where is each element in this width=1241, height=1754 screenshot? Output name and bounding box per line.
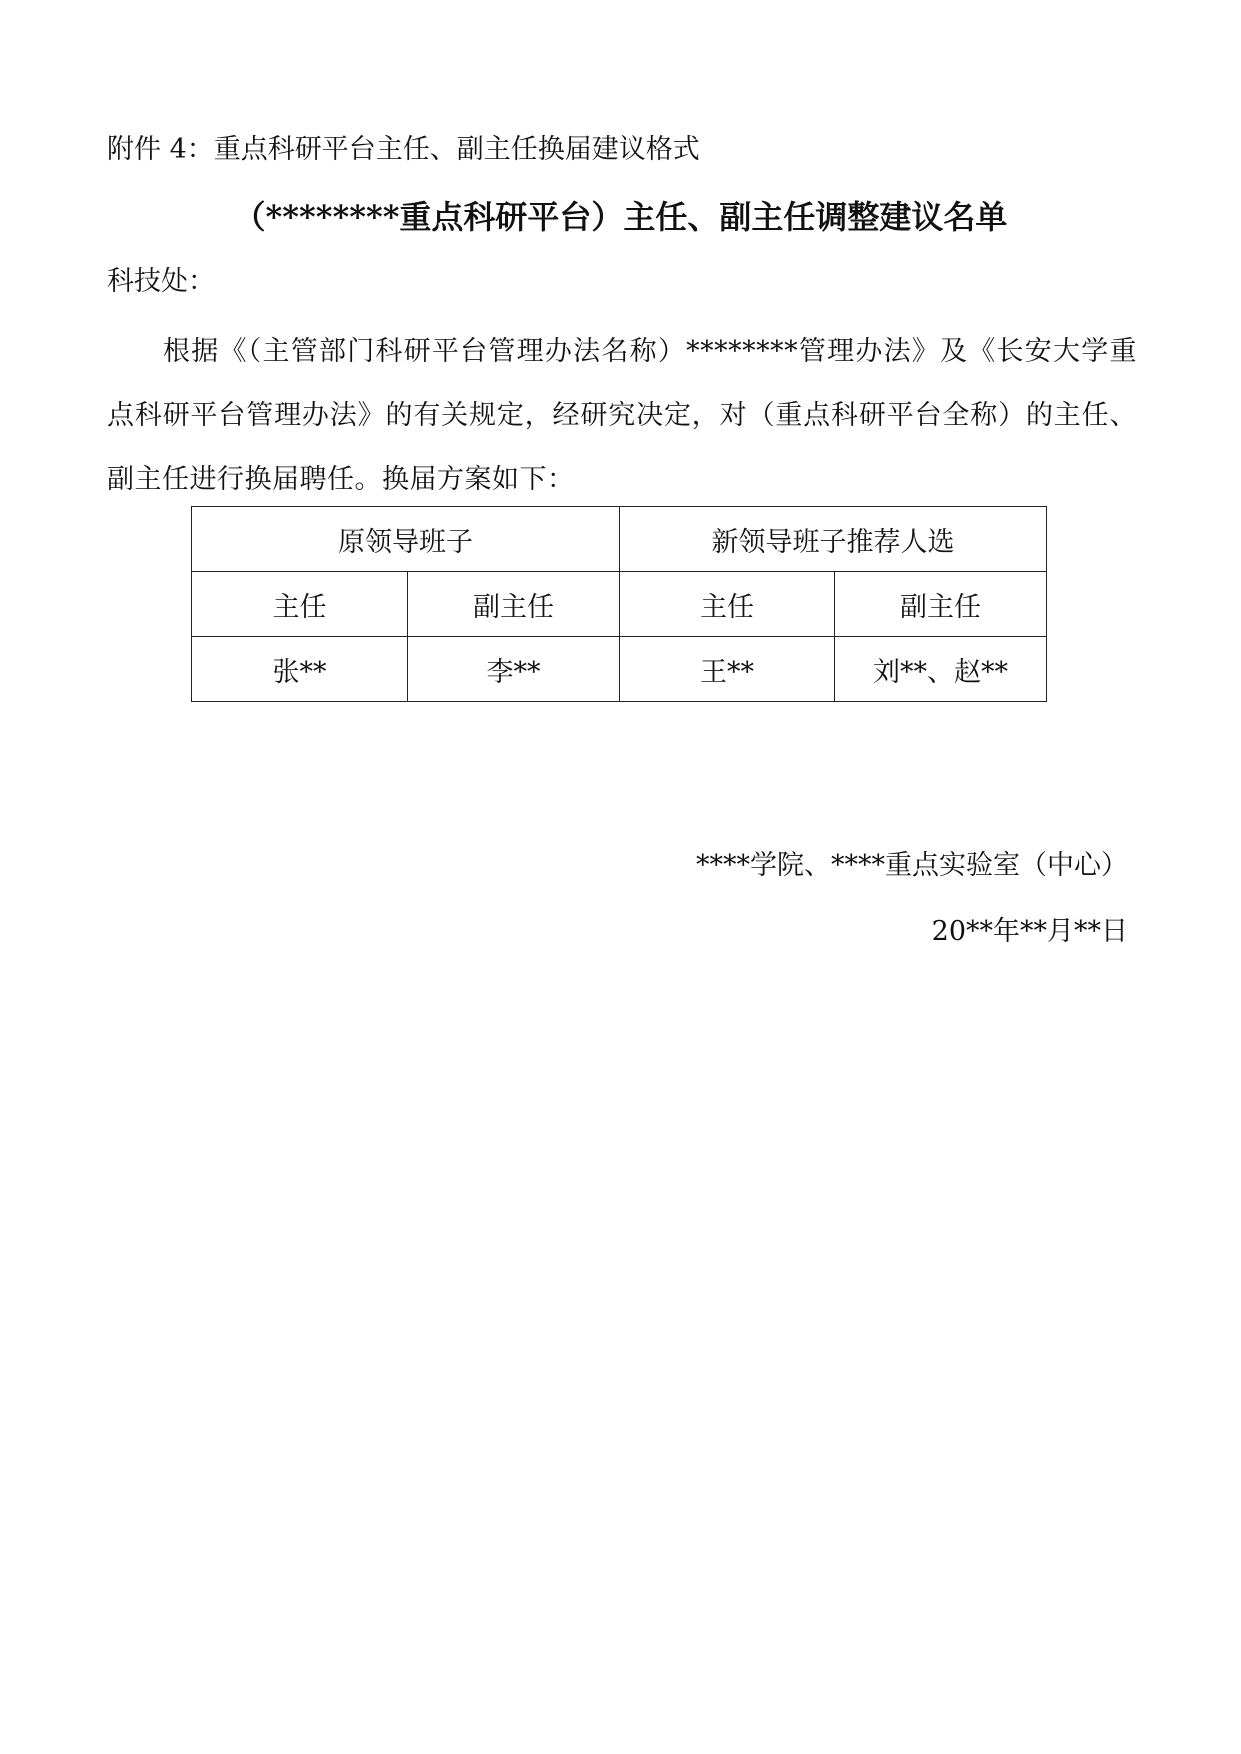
cell-deputy-new: 刘**、赵** xyxy=(835,637,1047,702)
body-paragraph: 根据《（主管部门科研平台管理办法名称）********管理办法》及《长安大学重点科研平台管理办法》的有关规定，经研究决定，对（重点科研平台全称）的主任、副主任进行换届聘任。换届方案如下： xyxy=(107,336,1137,495)
column-header-director-original: 主任 xyxy=(192,572,408,637)
column-header-deputy-original: 副主任 xyxy=(408,572,620,637)
column-header-deputy-new: 副主任 xyxy=(835,572,1047,637)
signature: ****学院、****重点实验室（中心） xyxy=(696,850,1128,881)
group-header-new: 新领导班子推荐人选 xyxy=(620,507,1047,572)
document-title: （********重点科研平台）主任、副主任调整建议名单 xyxy=(233,198,1008,236)
attachment-heading: 附件 4：重点科研平台主任、副主任换届建议格式 xyxy=(107,134,700,165)
leadership-table xyxy=(191,506,1047,702)
group-header-original: 原领导班子 xyxy=(192,507,620,572)
table-group-header-row xyxy=(192,507,1047,572)
date: 20**年**月**日 xyxy=(931,916,1128,947)
cell-director-new: 王** xyxy=(620,637,835,702)
addressee: 科技处： xyxy=(107,266,215,297)
cell-director-original: 张** xyxy=(192,637,408,702)
column-header-director-new: 主任 xyxy=(620,572,835,637)
table-row xyxy=(192,637,1047,702)
cell-deputy-original: 李** xyxy=(408,637,620,702)
table-column-header-row xyxy=(192,572,1047,637)
